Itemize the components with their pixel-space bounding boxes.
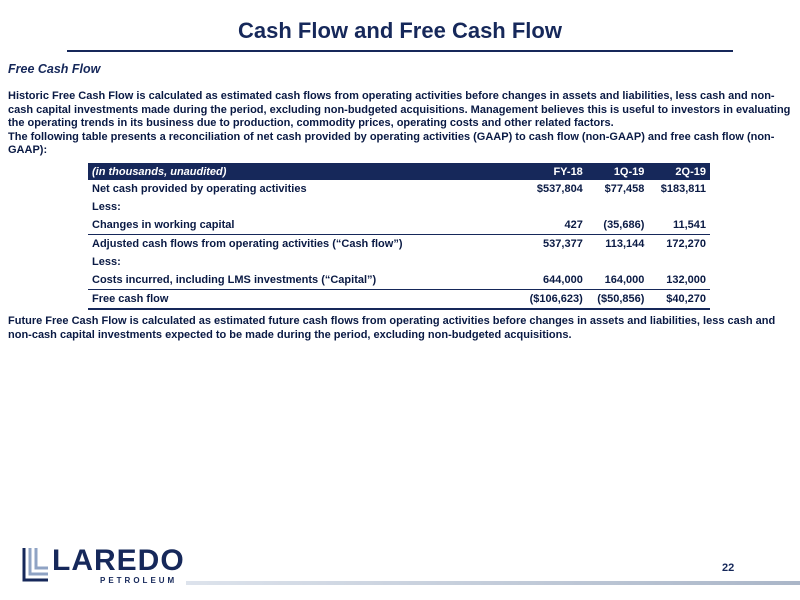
section-heading: Free Cash Flow [8,62,101,76]
logo-subtext: PETROLEUM [100,576,178,585]
row-label: Adjusted cash flows from operating activities (“Cash flow”) [92,238,403,250]
reconciliation-table [88,163,710,310]
header-2q19: 2Q-19 [675,165,706,178]
table-row [88,180,710,198]
page-number: 22 [722,562,735,574]
logo-mark-icon [22,546,52,582]
cell-fy18: 537,377 [543,238,583,250]
table-row [88,235,710,254]
cell-1q19 [587,198,649,216]
table-row [88,253,710,271]
cell-2q19: $183,811 [660,183,706,195]
title-divider [67,50,733,52]
header-fy18: FY-18 [553,165,583,178]
cell-2q19 [648,198,710,216]
historic-paragraph: Historic Free Cash Flow is calculated as estimated cash flows from operating activities before changes in assets and liabilities, less cash and non-cash capital investments made during the period, excluding non-budgeted acquisitions. Management believes this is useful to investors in evaluating the operating trends in its business due to production, commodity prices, operating costs and other related factors. [8,90,791,129]
row-label: Net cash provided by operating activities [92,183,307,195]
cell-1q19: 113,144 [605,238,645,250]
cell-2q19: 11,541 [648,216,710,235]
row-label: Less: [92,201,121,213]
cell-2q19 [648,253,710,271]
logo-wordmark: LAREDO [52,544,185,577]
historic-description [8,90,794,158]
table-row [88,271,710,290]
cell-2q19: 132,000 [648,271,710,290]
cell-2q19: 172,270 [666,238,706,250]
cell-1q19: $77,458 [604,183,645,195]
header-1q19: 1Q-19 [613,165,645,178]
company-logo [22,544,185,586]
row-label: Less: [92,256,121,268]
table-row [88,216,710,235]
cell-fy18: 427 [519,216,587,235]
cell-2q19: $40,270 [648,290,710,310]
cell-fy18: 644,000 [519,271,587,290]
header-label: (in thousands, unaudited) [92,165,227,178]
table-row-total [88,290,710,310]
footer-bar [186,581,800,585]
cell-1q19: (35,686) [587,216,649,235]
future-description: Future Free Cash Flow is calculated as estimated future cash flows from operating activities before changes in assets and liabilities, less cash and non-cash capital investments expected to be made during the period, excluding non-budgeted acquisitions. [8,315,776,341]
row-label: Free cash flow [88,290,519,310]
cell-fy18 [519,198,587,216]
table-header-row [88,163,710,180]
row-label: Changes in working capital [88,216,519,235]
row-label: Costs incurred, including LMS investments (“Capital”) [88,271,519,290]
cell-1q19: ($50,856) [587,290,649,310]
slide-title: Cash Flow and Free Cash Flow [238,18,562,43]
table-row [88,198,710,216]
reconciliation-intro: The following table presents a reconciliation of net cash provided by operating activities (GAAP) to cash flow (non-GAAP) and free cash flow (non-GAAP): [8,130,775,156]
cell-fy18: $537,804 [536,183,583,195]
cell-1q19 [587,253,649,271]
cell-1q19: 164,000 [587,271,649,290]
cell-fy18 [519,253,587,271]
cell-fy18: ($106,623) [519,290,587,310]
